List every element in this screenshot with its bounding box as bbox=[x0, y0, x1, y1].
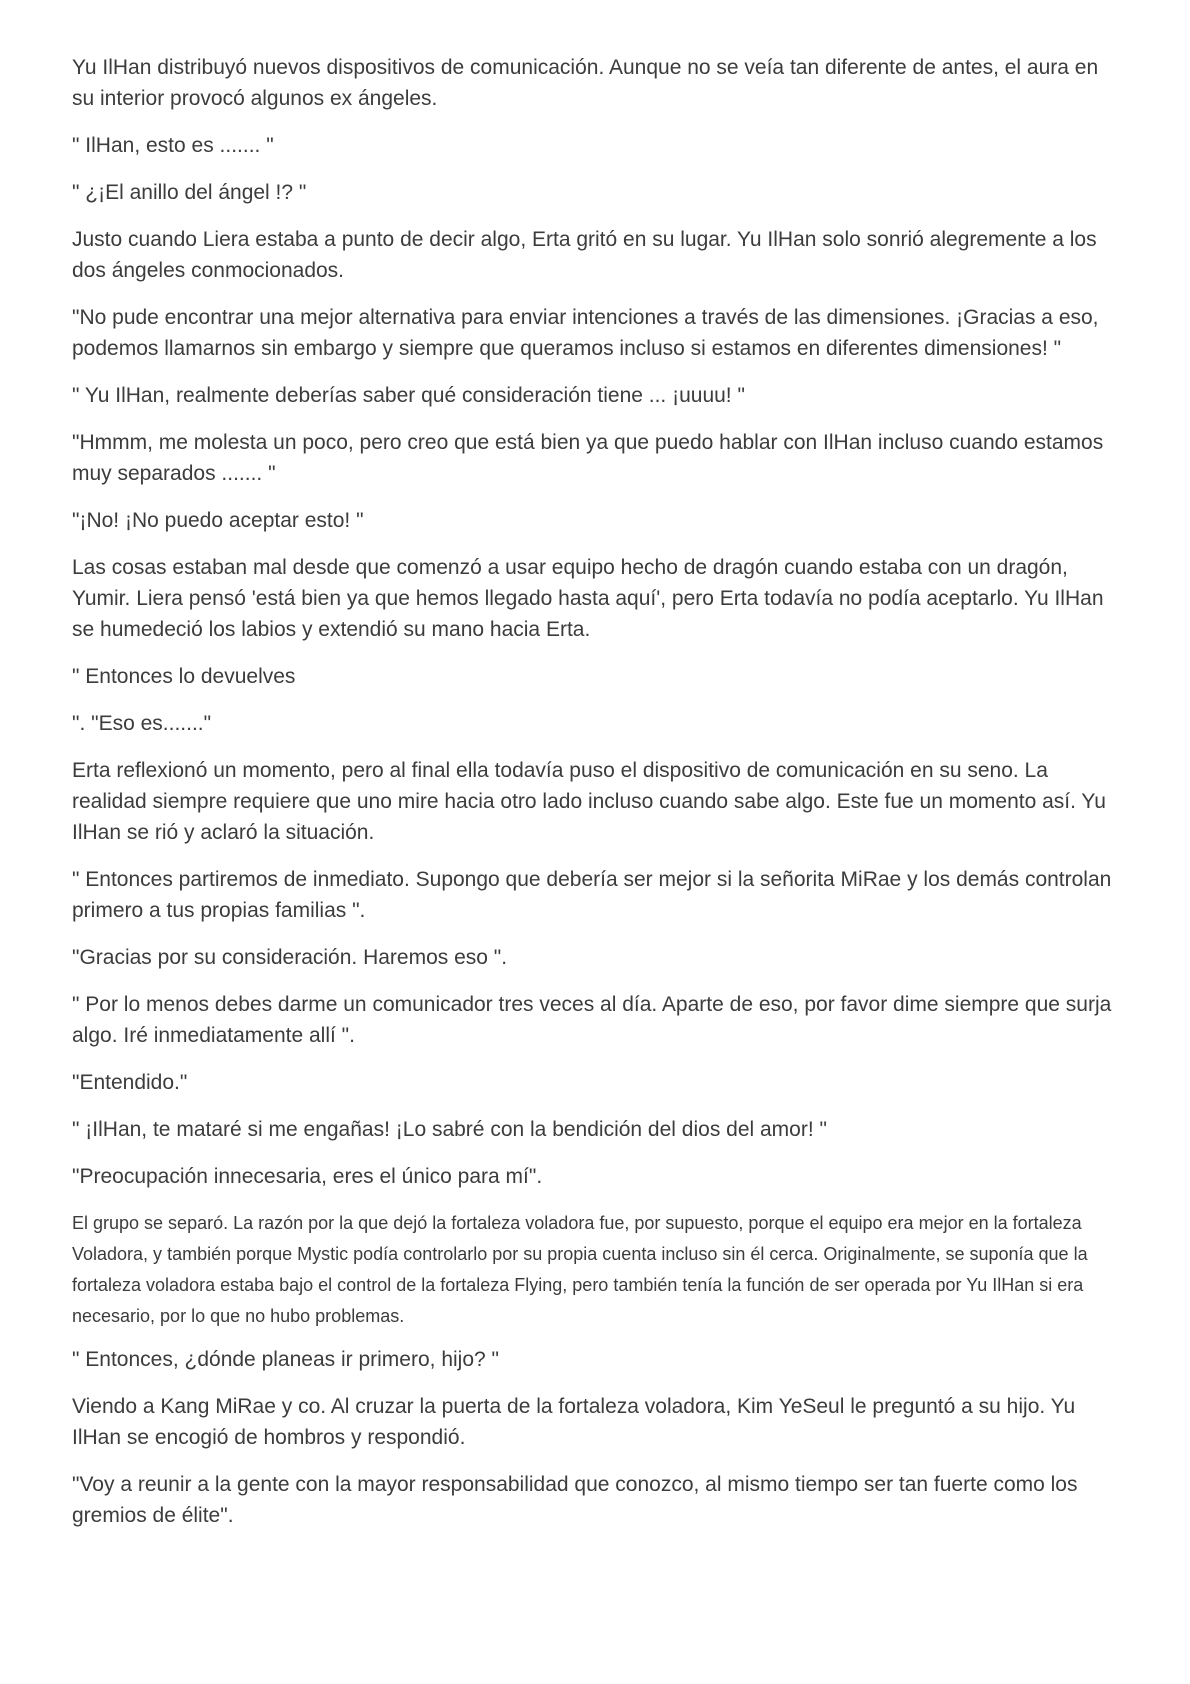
paragraph-8: "¡No! ¡No puedo aceptar esto! " bbox=[72, 509, 364, 532]
paragraph-22: "Voy a reunir a la gente con la mayor responsabilidad que conozco, al mismo tiempo ser tan fuerte como los gremios de élite". bbox=[72, 1473, 1078, 1527]
paragraph-1: Yu IlHan distribuyó nuevos dispositivos de comunicación. Aunque no se veía tan diferente de antes, el aura en su interior provocó algunos ex ángeles. bbox=[72, 56, 1099, 110]
paragraph-6: " Yu IlHan, realmente deberías saber qué consideración tiene ... ¡uuuu! " bbox=[72, 384, 745, 407]
paragraph-19: El grupo se separó. La razón por la que dejó la fortaleza voladora fue, por supuesto, porque el equipo era mejor en la fortaleza Voladora, y también porque Mystic podía controlarlo por su propia cuenta incluso sin él cerca. Originalmente, se suponía que la fortaleza voladora estaba bajo el control de la fortaleza Flying, pero también tenía la función de ser operada por Yu IlHan si era necesario, por lo que no hubo problemas. bbox=[72, 1213, 1088, 1326]
document-page bbox=[72, 52, 1122, 1547]
paragraph-12: Erta reflexionó un momento, pero al final ella todavía puso el dispositivo de comunicación en su seno. La realidad siempre requiere que uno mire hacia otro lado incluso cuando sabe algo. Este fue un momento así. Yu IlHan se rió y aclaró la situación. bbox=[72, 759, 1106, 844]
paragraph-13: " Entonces partiremos de inmediato. Supongo que debería ser mejor si la señorita MiRae y los demás controlan primero a tus propias familias ". bbox=[72, 868, 1112, 922]
paragraph-20: " Entonces, ¿dónde planeas ir primero, hijo? " bbox=[72, 1348, 499, 1371]
paragraph-15: " Por lo menos debes darme un comunicador tres veces al día. Aparte de eso, por favor dime siempre que surja algo. Iré inmediatamente allí ". bbox=[72, 993, 1112, 1047]
paragraph-21: Viendo a Kang MiRae y co. Al cruzar la puerta de la fortaleza voladora, Kim YeSeul le preguntó a su hijo. Yu IlHan se encogió de hombros y respondió. bbox=[72, 1395, 1076, 1449]
paragraph-7: "Hmmm, me molesta un poco, pero creo que está bien ya que puedo hablar con IlHan incluso cuando estamos muy separados ....... " bbox=[72, 431, 1104, 485]
paragraph-17: " ¡IlHan, te mataré si me engañas! ¡Lo sabré con la bendición del dios del amor! " bbox=[72, 1118, 827, 1141]
paragraph-14: "Gracias por su consideración. Haremos eso ". bbox=[72, 946, 508, 969]
paragraph-3: " ¿¡El anillo del ángel !? " bbox=[72, 181, 307, 204]
paragraph-10: " Entonces lo devuelves bbox=[72, 665, 296, 688]
paragraph-9: Las cosas estaban mal desde que comenzó a usar equipo hecho de dragón cuando estaba con un dragón, Yumir. Liera pensó 'está bien ya que hemos llegado hasta aquí', pero Erta todavía no podía aceptarlo. Yu IlHan se humedeció los labios y extendió su mano hacia Erta. bbox=[72, 556, 1104, 641]
paragraph-2: " IlHan, esto es ....... " bbox=[72, 134, 274, 157]
paragraph-5: "No pude encontrar una mejor alternativa para enviar intenciones a través de las dimensiones. ¡Gracias a eso, podemos llamarnos sin embargo y siempre que queramos incluso si estamos en diferentes dimensiones! " bbox=[72, 306, 1099, 360]
paragraph-18: "Preocupación innecesaria, eres el único para mí". bbox=[72, 1165, 543, 1188]
paragraph-16: "Entendido." bbox=[72, 1071, 188, 1094]
paragraph-4: Justo cuando Liera estaba a punto de decir algo, Erta gritó en su lugar. Yu IlHan solo sonrió alegremente a los dos ángeles conmocionados. bbox=[72, 228, 1097, 282]
paragraph-11: ". "Eso es......." bbox=[72, 712, 212, 735]
